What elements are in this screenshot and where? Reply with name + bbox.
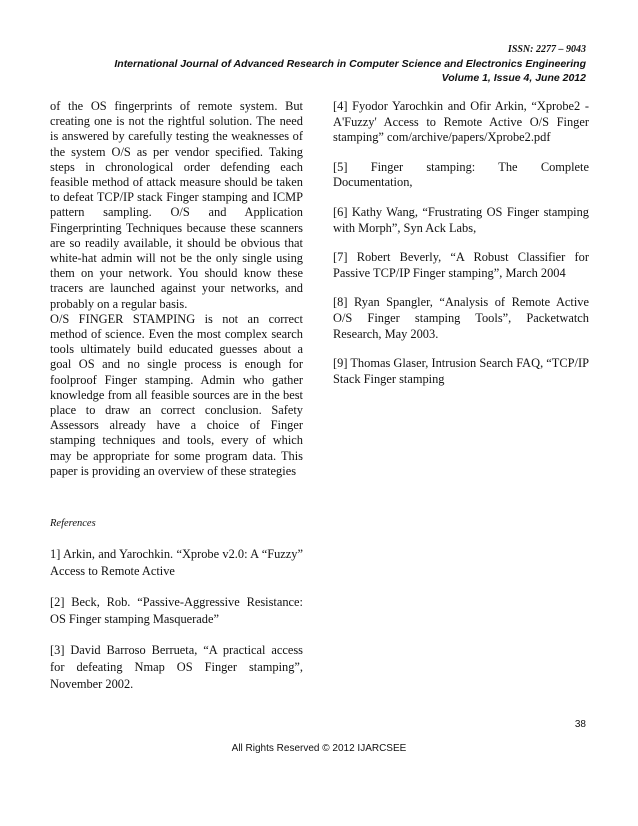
copyright-footer: All Rights Reserved © 2012 IJARCSEE bbox=[231, 743, 407, 754]
reference-7: [7] Robert Beverly, “A Robust Classifier for Passive TCP/IP Finger stamping”, March 2004 bbox=[333, 250, 589, 280]
issn-header: ISSN: 2277 – 9043 bbox=[507, 44, 586, 55]
reference-8: [8] Ryan Spangler, “Analysis of Remote Active O/S Finger stamping Tools”, Packetwatch Research, May 2003. bbox=[333, 295, 589, 341]
reference-3: [3] David Barroso Berrueta, “A practical access for defeating Nmap OS Finger stamping”, November 2002. bbox=[50, 643, 303, 691]
journal-title-header: International Journal of Advanced Research in Computer Science and Electronics Engineering bbox=[114, 58, 586, 70]
reference-2: [2] Beck, Rob. “Passive-Aggressive Resistance: OS Finger stamping Masquerade” bbox=[50, 595, 303, 626]
reference-9: [9] Thomas Glaser, Intrusion Search FAQ, “TCP/IP Stack Finger stamping bbox=[333, 356, 589, 386]
reference-4: [4] Fyodor Yarochkin and Ofir Arkin, “Xprobe2 - A'Fuzzy' Access to Remote Active O/S Finger stamping” com/archive/papers/Xprobe2.pdf bbox=[333, 99, 589, 145]
references-section bbox=[50, 515, 303, 707]
body-paragraph-2: O/S FINGER STAMPING is not an correct method of science. Even the most complex search tools ultimately build educated guesses about a goal OS and no single process is enough for foolproof Finger stamping. Admin who gather knowledge from all feasible sources are in the best place to draw an correct conclusion. Safety Assessors already have a choice of Finger stamping techniques and tools, every of which may be appropriate for some program data. This paper is providing an overview of these strategies bbox=[50, 311, 303, 478]
left-column bbox=[50, 99, 303, 479]
right-column bbox=[333, 99, 589, 401]
reference-1: 1] Arkin, and Yarochkin. “Xprobe v2.0: A “Fuzzy” Access to Remote Active bbox=[50, 547, 303, 578]
volume-header: Volume 1, Issue 4, June 2012 bbox=[441, 72, 586, 84]
reference-6: [6] Kathy Wang, “Frustrating OS Finger stamping with Morph”, Syn Ack Labs, bbox=[333, 204, 589, 235]
references-heading: References bbox=[50, 518, 96, 529]
page-number: 38 bbox=[574, 719, 586, 730]
reference-5: [5] Finger stamping: The Complete Documentation, bbox=[333, 159, 589, 190]
body-paragraph-1: of the OS fingerprints of remote system. But creating one is not the rightful solution. The need is answered by carefully testing the weaknesses of the system O/S as per vendor specified. Taking steps in chronological order defending each feasible method of attack measure should be taken to defeat TCP/IP stack Finger stamping and ICMP pattern sampling. O/S and Application Fingerprinting Techniques because these scanners are so readily available, it should be obvious that white-hat admin will not be the only single using them on your network. You should know these tracers are launched against your networks, and probably on a regular basis. bbox=[50, 99, 303, 311]
